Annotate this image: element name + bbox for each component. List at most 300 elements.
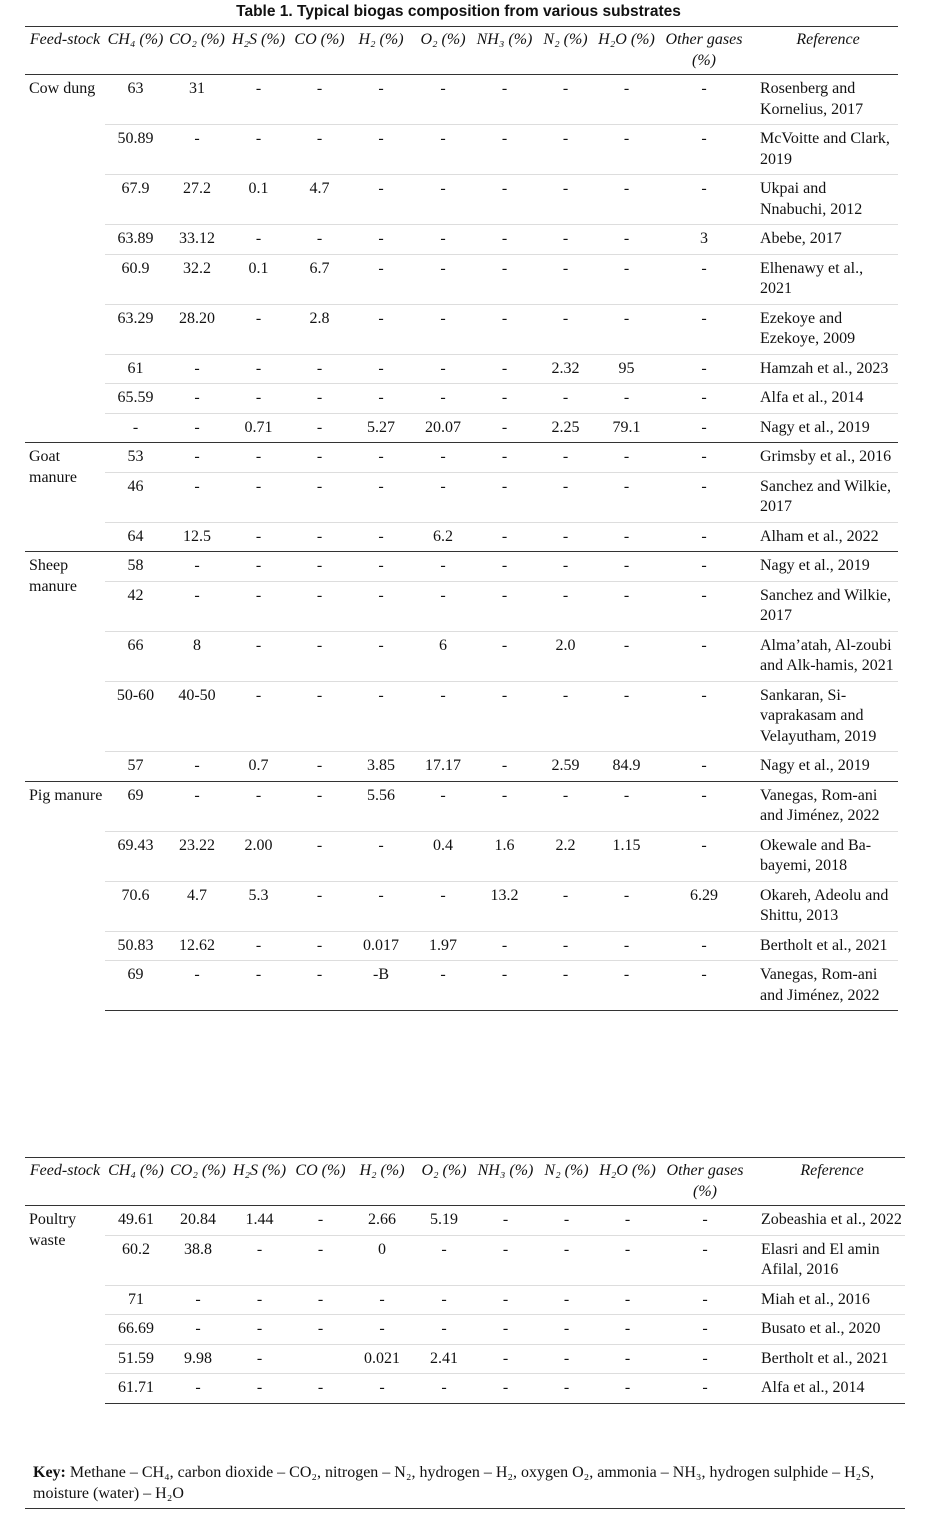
value-cell: 38.8: [167, 1235, 229, 1285]
value-cell: 69: [105, 961, 166, 1011]
value-cell: -: [475, 1344, 536, 1374]
value-cell: 1.97: [412, 931, 474, 961]
table-row: [25, 1344, 905, 1374]
value-cell: -: [166, 552, 228, 582]
value-cell: 31: [189, 80, 205, 97]
value-cell: 63.29: [105, 304, 166, 354]
value-cell: -: [596, 472, 657, 522]
value-cell: -: [167, 1315, 229, 1345]
value-cell: -: [228, 631, 289, 681]
column-header: H₂ (%): [351, 1158, 413, 1206]
table-row: [25, 304, 898, 354]
value-cell: 57: [105, 752, 166, 782]
value-cell: -: [350, 304, 412, 354]
table-row: [25, 384, 898, 414]
value-cell: -: [166, 961, 228, 1011]
value-cell: -: [289, 522, 350, 552]
reference-cell: Abebe, 2017: [751, 225, 898, 255]
table-row: [25, 1374, 905, 1404]
value-cell: 67.9: [105, 175, 166, 225]
value-cell: -: [350, 522, 412, 552]
table-row: [25, 552, 898, 582]
column-header: H₂O (%): [597, 1158, 658, 1206]
column-header: CO₂ (%): [167, 1158, 229, 1206]
value-cell: -: [474, 522, 535, 552]
value-cell: 95: [596, 354, 657, 384]
table-row: [25, 1285, 905, 1315]
value-cell: -: [412, 681, 474, 752]
value-cell: -: [412, 881, 474, 931]
column-header: O₂ (%): [412, 27, 474, 75]
value-cell: -: [228, 304, 289, 354]
value-cell: -: [228, 354, 289, 384]
value-cell: -: [535, 881, 596, 931]
table-row: [25, 1206, 905, 1236]
value-cell: 6: [412, 631, 474, 681]
value-cell: -: [596, 384, 657, 414]
reference-cell: Busato et al., 2020: [752, 1315, 905, 1345]
reference-cell: McVoitte and Clark, 2019: [751, 125, 898, 175]
value-cell: -: [228, 581, 289, 631]
value-cell: -: [536, 1374, 597, 1404]
value-cell: -: [502, 1211, 509, 1228]
value-cell: -: [596, 961, 657, 1011]
value-cell: -: [289, 472, 350, 522]
value-cell: -: [535, 472, 596, 522]
value-cell: -: [596, 175, 657, 225]
reference-cell: Sanchez and Wilkie, 2017: [751, 472, 898, 522]
value-cell: -: [535, 225, 596, 255]
column-header: NH₃ (%): [475, 1158, 536, 1206]
value-cell: -: [474, 443, 535, 473]
value-cell: 8: [166, 631, 228, 681]
value-cell: -: [412, 175, 474, 225]
column-header: CO (%): [290, 1158, 351, 1206]
value-cell: -: [474, 631, 535, 681]
value-cell: -: [536, 1285, 597, 1315]
value-cell: -: [474, 961, 535, 1011]
value-cell: 33.12: [166, 225, 228, 255]
value-cell: 40-50: [166, 681, 228, 752]
header-row: [25, 1158, 905, 1206]
value-cell: -: [474, 354, 535, 384]
value-cell: 50.83: [105, 931, 166, 961]
value-cell: 63: [127, 80, 144, 97]
value-cell: -: [350, 831, 412, 881]
value-cell: -: [166, 752, 228, 782]
value-cell: -: [166, 443, 228, 473]
value-cell: -: [289, 413, 350, 443]
value-cell: -: [474, 472, 535, 522]
value-cell: -: [289, 931, 350, 961]
reference-cell: Nagy et al., 2019: [751, 413, 898, 443]
value-cell: -: [474, 552, 535, 582]
value-cell: -: [535, 175, 596, 225]
value-cell: 70.6: [105, 881, 166, 931]
table-row: [25, 931, 898, 961]
value-cell: -: [657, 304, 751, 354]
column-header: CO (%): [289, 27, 350, 75]
value-cell: 5.3: [228, 881, 289, 931]
table-row: [25, 354, 898, 384]
value-cell: 0.021: [351, 1344, 413, 1374]
value-cell: -: [289, 752, 350, 782]
reference-cell: Grimsby et al., 2016: [751, 443, 898, 473]
reference-cell: Alfa et al., 2014: [752, 1374, 905, 1404]
value-cell: 61.71: [105, 1374, 167, 1404]
value-cell: -: [596, 931, 657, 961]
value-cell: -: [658, 1235, 752, 1285]
value-cell: -: [412, 125, 474, 175]
value-cell: 1.6: [474, 831, 535, 881]
value-cell: -: [105, 413, 166, 443]
value-cell: -: [317, 1211, 324, 1228]
value-cell: -: [563, 1211, 570, 1228]
value-cell: -: [597, 1344, 658, 1374]
table-row: [25, 522, 898, 552]
reference-cell: Bertholt et al., 2021: [752, 1344, 905, 1374]
value-cell: 6.29: [657, 881, 751, 931]
value-cell: -: [597, 1235, 658, 1285]
value-cell: -: [412, 384, 474, 414]
value-cell: -: [597, 1285, 658, 1315]
table-row: [25, 1315, 905, 1345]
value-cell: -: [623, 80, 630, 97]
value-cell: -: [351, 1285, 413, 1315]
value-cell: -: [440, 80, 446, 97]
value-cell: -: [475, 1235, 536, 1285]
value-cell: 0.1: [228, 175, 289, 225]
value-cell: -: [289, 125, 350, 175]
reference-cell: Vanegas, Rom-ani and Jiménez, 2022: [751, 961, 898, 1011]
reference-cell: Ezekoye and Ezekoye, 2009: [751, 304, 898, 354]
value-cell: 60.9: [105, 254, 166, 304]
value-cell: -: [229, 1315, 290, 1345]
value-cell: -: [657, 552, 751, 582]
table-row: [25, 443, 898, 473]
value-cell: -: [228, 384, 289, 414]
column-header: N₂ (%): [535, 27, 596, 75]
column-header: Feed-stock: [25, 27, 105, 75]
value-cell: -: [350, 472, 412, 522]
value-cell: -: [535, 931, 596, 961]
value-cell: -: [350, 175, 412, 225]
value-cell: 42: [105, 581, 166, 631]
column-header: Other gases (%): [657, 27, 751, 75]
value-cell: -: [228, 522, 289, 552]
value-cell: 3.85: [350, 752, 412, 782]
value-cell: -: [596, 581, 657, 631]
value-cell: 69: [105, 781, 166, 831]
value-cell: -: [413, 1285, 475, 1315]
value-cell: 65.59: [105, 384, 166, 414]
value-cell: -: [412, 354, 474, 384]
value-cell: -: [229, 1344, 290, 1374]
value-cell: 2.00: [228, 831, 289, 881]
reference-cell: Hamzah et al., 2023: [751, 354, 898, 384]
column-header: CH₄ (%): [105, 1158, 167, 1206]
value-cell: -: [350, 881, 412, 931]
value-cell: -: [412, 254, 474, 304]
value-cell: 6.2: [412, 522, 474, 552]
value-cell: -: [562, 80, 569, 97]
header-row: [25, 27, 898, 75]
value-cell: 17.17: [412, 752, 474, 782]
value-cell: -: [658, 1374, 752, 1404]
value-cell: 63.89: [105, 225, 166, 255]
value-cell: -: [596, 552, 657, 582]
value-cell: 0.4: [412, 831, 474, 881]
value-cell: -: [228, 472, 289, 522]
table-row: [25, 831, 898, 881]
value-cell: 53: [105, 443, 166, 473]
value-cell: 0.1: [228, 254, 289, 304]
value-cell: -: [413, 1235, 475, 1285]
value-cell: -: [412, 472, 474, 522]
reference-cell: Elasri and El amin Afilal, 2016: [752, 1235, 905, 1285]
value-cell: 23.22: [166, 831, 228, 881]
value-cell: -: [229, 1285, 290, 1315]
value-cell: -: [228, 931, 289, 961]
value-cell: 69.43: [105, 831, 166, 881]
value-cell: -: [535, 384, 596, 414]
value-cell: -: [657, 961, 751, 1011]
value-cell: -: [228, 961, 289, 1011]
value-cell: -: [474, 781, 535, 831]
value-cell: -: [474, 581, 535, 631]
value-cell: -: [412, 552, 474, 582]
value-cell: -: [474, 681, 535, 752]
value-cell: 4.7: [166, 881, 228, 931]
value-cell: -: [596, 225, 657, 255]
value-cell: -: [596, 781, 657, 831]
value-cell: 0.71: [228, 413, 289, 443]
reference-cell: Bertholt et al., 2021: [751, 931, 898, 961]
value-cell: -: [289, 354, 350, 384]
value-cell: 5.27: [350, 413, 412, 443]
value-cell: -: [166, 354, 228, 384]
value-cell: -: [701, 80, 707, 97]
value-cell: 28.20: [166, 304, 228, 354]
value-cell: 0.017: [350, 931, 412, 961]
value-cell: -: [350, 581, 412, 631]
value-cell: 2.59: [535, 752, 596, 782]
value-cell: -: [167, 1285, 229, 1315]
value-cell: 2.25: [535, 413, 596, 443]
value-cell: -: [290, 1315, 351, 1345]
table-row: [25, 125, 898, 175]
column-header: Reference: [751, 27, 898, 75]
value-cell: -: [596, 254, 657, 304]
value-cell: 60.2: [105, 1235, 167, 1285]
value-cell: 2.0: [535, 631, 596, 681]
value-cell: 2.66: [368, 1211, 396, 1228]
value-cell: -: [657, 472, 751, 522]
value-cell: -: [624, 1211, 631, 1228]
value-cell: 50.89: [105, 125, 166, 175]
key-text: Methane – CH₄, carbon dioxide – CO₂, nitrogen – N₂, hydrogen – H₂, oxygen O₂, ammonia – NH₃, hydrogen sulphide – H₂S, moisture (water) – H₂O: [33, 1464, 875, 1502]
value-cell: -: [596, 522, 657, 552]
value-cell: 71: [105, 1285, 167, 1315]
value-cell: -: [657, 681, 751, 752]
reference-cell: Sankaran, Si-vaprakasam and Velayutham, 2019: [751, 681, 898, 752]
value-cell: -: [351, 1315, 413, 1345]
table-row: [25, 631, 898, 681]
value-cell: -: [474, 752, 535, 782]
reference-cell: Okareh, Adeolu and Shittu, 2013: [751, 881, 898, 931]
value-cell: -: [474, 413, 535, 443]
value-cell: -: [290, 1235, 351, 1285]
reference-cell: Sanchez and Wilkie, 2017: [751, 581, 898, 631]
reference-cell: Vanegas, Rom-ani and Jiménez, 2022: [751, 781, 898, 831]
column-header: Other gases (%): [658, 1158, 752, 1206]
value-cell: -: [535, 581, 596, 631]
value-cell: 51.59: [105, 1344, 167, 1374]
value-cell: 5.19: [430, 1211, 458, 1228]
value-cell: -: [535, 552, 596, 582]
value-cell: -: [378, 80, 384, 97]
value-cell: -: [289, 225, 350, 255]
value-cell: -: [536, 1315, 597, 1345]
value-cell: -: [289, 961, 350, 1011]
value-cell: -: [412, 581, 474, 631]
value-cell: -: [657, 631, 751, 681]
value-cell: -: [412, 443, 474, 473]
value-cell: -: [657, 831, 751, 881]
value-cell: 1.44: [245, 1211, 274, 1228]
value-cell: -: [657, 752, 751, 782]
value-cell: -: [596, 304, 657, 354]
value-cell: 12.5: [166, 522, 228, 552]
biogas-table-part-1: [25, 26, 898, 1011]
value-cell: -: [166, 125, 228, 175]
value-cell: -: [535, 961, 596, 1011]
value-cell: -: [166, 413, 228, 443]
value-cell: 66: [105, 631, 166, 681]
feedstock-cell: Cow dung: [29, 80, 96, 97]
value-cell: -: [350, 254, 412, 304]
value-cell: 1.15: [596, 831, 657, 881]
table-row: [25, 781, 898, 831]
value-cell: -: [657, 384, 751, 414]
value-cell: 66.69: [105, 1315, 167, 1345]
column-header: H₂S (%): [229, 1158, 290, 1206]
value-cell: -: [166, 384, 228, 414]
value-cell: 0: [351, 1235, 413, 1285]
value-cell: -: [228, 781, 289, 831]
value-cell: -: [350, 354, 412, 384]
bottom-rule: [25, 1508, 905, 1509]
value-cell: -: [475, 1315, 536, 1345]
table-row: [25, 75, 898, 125]
table-row: [25, 472, 898, 522]
value-cell: -: [350, 681, 412, 752]
value-cell: -: [290, 1374, 351, 1404]
reference-cell: Alham et al., 2022: [751, 522, 898, 552]
value-cell: -: [166, 472, 228, 522]
table-key: [33, 1462, 893, 1504]
value-cell: -: [228, 443, 289, 473]
value-cell: -: [596, 631, 657, 681]
value-cell: -: [657, 125, 751, 175]
value-cell: 27.2: [166, 175, 228, 225]
value-cell: -: [350, 125, 412, 175]
column-header: CO₂ (%): [166, 27, 228, 75]
value-cell: -: [350, 443, 412, 473]
value-cell: -: [289, 581, 350, 631]
value-cell: -: [535, 681, 596, 752]
value-cell: -: [412, 961, 474, 1011]
value-cell: -: [536, 1235, 597, 1285]
column-header: Feed-stock: [25, 1158, 105, 1206]
key-label: Key:: [33, 1464, 66, 1481]
value-cell: -: [289, 881, 350, 931]
value-cell: -: [412, 781, 474, 831]
value-cell: -: [290, 1285, 351, 1315]
value-cell: -: [501, 80, 508, 97]
value-cell: -: [413, 1315, 475, 1345]
value-cell: -: [351, 1374, 413, 1404]
reference-cell: Okewale and Ba-bayemi, 2018: [751, 831, 898, 881]
value-cell: -: [350, 225, 412, 255]
value-cell: -: [702, 1211, 708, 1228]
value-cell: -: [350, 631, 412, 681]
value-cell: 9.98: [167, 1344, 229, 1374]
value-cell: -: [657, 781, 751, 831]
value-cell: -: [474, 384, 535, 414]
value-cell: 58: [105, 552, 166, 582]
column-header: CH₄ (%): [105, 27, 166, 75]
feedstock-cell: Sheep manure: [25, 552, 105, 782]
table-row: [25, 681, 898, 752]
value-cell: -: [596, 881, 657, 931]
value-cell: -: [289, 552, 350, 582]
value-cell: -: [289, 681, 350, 752]
value-cell: -: [228, 125, 289, 175]
value-cell: 32.2: [166, 254, 228, 304]
table-row: [25, 752, 898, 782]
table-row: [25, 175, 898, 225]
value-cell: -: [229, 1235, 290, 1285]
value-cell: 2.8: [289, 304, 350, 354]
feedstock-cell: Goat manure: [25, 443, 105, 552]
value-cell: -: [474, 254, 535, 304]
value-cell: -: [657, 443, 751, 473]
value-cell: -: [596, 125, 657, 175]
value-cell: -: [474, 225, 535, 255]
value-cell: -: [535, 304, 596, 354]
value-cell: -: [167, 1374, 229, 1404]
reference-cell: Nagy et al., 2019: [751, 552, 898, 582]
value-cell: -: [596, 681, 657, 752]
value-cell: 3: [657, 225, 751, 255]
value-cell: -: [412, 225, 474, 255]
value-cell: 12.62: [166, 931, 228, 961]
table-row: [25, 881, 898, 931]
reference-cell: Ukpai and Nnabuchi, 2012: [751, 175, 898, 225]
feedstock-cell: Poultry waste: [29, 1211, 77, 1249]
value-cell: -: [289, 831, 350, 881]
reference-cell: Elhenawy et al., 2021: [751, 254, 898, 304]
table-row: [25, 225, 898, 255]
value-cell: -: [657, 254, 751, 304]
value-cell: [290, 1344, 351, 1374]
table-row: [25, 254, 898, 304]
value-cell: 20.84: [180, 1211, 216, 1228]
table-row: [25, 961, 898, 1011]
value-cell: -: [657, 581, 751, 631]
value-cell: -: [474, 304, 535, 354]
